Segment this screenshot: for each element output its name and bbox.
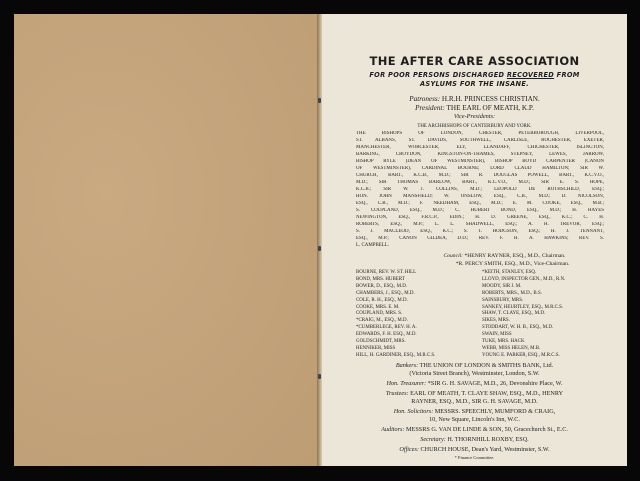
council-member: WEBB, MISS HELEN, M.B. [482,345,541,351]
solicitors-value: MESSRS. SPEECHLY, MUMFORD & CRAIG, [434,408,556,415]
vice-presidents-line: NEWINGTON, ESQ., F.R.C.P., EDIN.; H. D. GREENE, ESQ., K.C.; C. H. [356,215,604,220]
document-subtitle [322,71,627,79]
vice-presidents-line: ESQ., C.B., M.D.; F. NEEDHAM, ESQ., M.D.; E. M. COOKE, ESQ., M.B.; [356,201,604,206]
trustees-line2: RAYNER, ESQ., M.D., SIR G. H. SAVAGE, M.D. [411,398,538,405]
title-page [322,14,627,466]
council-member: HENNIKER, MISS [356,345,396,351]
document-title: THE AFTER CARE ASSOCIATION [369,54,580,68]
council-vice-chairman: *R. PERCY SMITH, ESQ., M.D., Vice-Chairman. [455,261,570,267]
vice-presidents-line: S. J. MACLEOD, ESQ., K.C.; S. T. HODGSON, ESQ.; H. J. TENNANT, [356,229,604,234]
page-content [322,14,627,466]
council-list-right [482,270,565,360]
council-chairman-line [352,253,640,259]
council-member: STODDART, W. H. B., ESQ., M.D. [482,325,554,331]
council-member: MOODY, SIR J. M. [482,283,522,289]
vice-presidents-line: L. CAMPBELL. [356,243,390,248]
patroness-label: Patroness: [409,95,441,103]
council-member: COUPLAND, MRS. S. [356,311,403,317]
vice-presidents-line: K.C.B.; SIR W. J. COLLINS, M.D.; LEOPOLD DE ROTHSCHILD, ESQ.; [356,187,604,192]
council-chairman: *HENRY RAYNER, ESQ., M.D., Chairman. [464,253,566,259]
bankers-address: (Victoria Street Branch), Westminster, London, S.W. [409,370,540,377]
bankers-label: Bankers: [395,362,419,369]
vice-presidents-line: THE BISHOPS OF LONDON, CHESTER, PETERBOROUGH, LIVERPOOL, [356,131,604,136]
staple [318,374,321,379]
trustees-line [322,390,627,397]
vice-presidents-line: CHURCH, BART., K.C.B., M.D.; SIR R. DOUGLAS POWELL, BART., K.C.V.O., [356,173,604,178]
auditors-label: Auditors: [381,426,405,433]
back-cover-page [14,14,319,466]
president-value: THE EARL OF MEATH, K.P. [446,104,534,112]
council-member: *CRAIG, M., ESQ., M.D. [356,318,408,324]
vice-presidents-label: Vice-Presidents: [453,113,496,120]
council-member: GOLDSCHMIDT, MRS. [356,339,406,345]
footnote: * Finance Committee. [454,455,495,460]
secretary-label: Secretary: [420,436,446,443]
council-member: SHAW, T. CLAYE, ESQ., M.D. [482,311,546,317]
subtitle-text: FOR POOR PERSONS DISCHARGED [369,71,507,79]
bankers-line [322,362,627,369]
treasurer-label: Hon. Treasurer: [386,380,427,387]
secretary-value: H. THORNHILL ROXBY, ESQ. [447,436,529,443]
staple [318,246,321,251]
offices-line [322,446,627,453]
staple [318,98,321,103]
vice-presidents-line: S. COUPLAND, ESQ., M.D.; C. HUBERT BOND, ESQ., M.D.; H. HAYES [356,208,604,213]
vice-presidents-line: BARKING, CROYDON, KINGSTON-ON-THAMES, STEPNEY, LEWES, JARROW, [356,152,604,157]
council-member: BOURNE, REV. W. ST. HILL [356,270,417,275]
patroness-line [322,95,627,103]
council-member: SIKES, MRS. [482,318,510,324]
offices-label: Offices: [399,446,419,453]
subtitle-text: FROM [554,71,580,79]
vice-presidents-line: MANCHESTER, WORCESTER, ELY, LLANDAFF, CHICHESTER, ISLINGTON, [356,145,604,150]
auditors-line [322,426,627,433]
vice-presidents-line: ESQ., M.P.; CANON GILDEA, D.D.; REV. F. H. A. HAWKINS; REV. S. [356,236,604,241]
council-member: CHAMBERS, J., ESQ., M.D. [356,290,415,296]
vice-presidents-line: BISHOP RYLE (DEAN OF WESTMINSTER), BISHOP BOYD CARPENTER (CANON [356,159,604,164]
council-member: TUKE, MRS. HACK [482,339,525,345]
council-member: SANKEY, HEURTLEY, ESQ., M.R.C.S. [482,304,564,310]
president-line [322,104,627,112]
trustees-value: EARL OF MEATH, T. CLAYE SHAW, ESQ., M.D., HENRY [410,390,564,397]
council-member: SWAIN, MISS [482,332,512,338]
council-member: EDWARDS, F. H. ESQ., M.D. [356,332,417,338]
council-member: HILL, H. GARDINER, ESQ., M.R.C.S. [356,352,436,358]
council-label: Council: [443,253,464,259]
council-member: LLOYD, INSPECTOR GEN., M.D., R.N. [482,276,566,282]
vice-presidents-line: THE ARCHBISHOPS OF CANTERBURY AND YORK. [417,124,532,129]
subtitle-underlined: RECOVERED [506,71,555,79]
vice-presidents-line: M.D.; SIR THOMAS BARLOW, BART., K.C.V.O., M.D.; SIR E. S. HOPE, [356,180,604,185]
vice-presidents-line: OF WESTMINSTER), CARDINAL BOURNE; LORD CLAUD HAMILTON; SIR W. [356,166,604,171]
council-member: COLE, R. H., ESQ., M.D. [356,297,408,303]
treasurer-line [322,380,627,387]
president-label: President: [415,104,445,112]
council-member: ROBERTS, MRS., M.D., B.S. [482,290,542,296]
council-member: YOUNG E. PARKER, ESQ., M.R.C.S. [482,352,560,358]
council-list-left [356,270,435,360]
offices-value: CHURCH HOUSE, Dean's Yard, Westminster, S.W. [420,446,550,453]
solicitors-line [322,408,627,415]
bankers-value: THE UNION OF LONDON & SMITHS BANK, Ltd. [419,362,554,369]
council-member: COOKE, MRS. E. M. [356,304,400,310]
secretary-line [322,436,627,443]
auditors-value: MESSRS G. VAN DE LINDE & SON, 50, Gracechurch St., E.C. [406,426,568,433]
vice-presidents-line: HON. JOHN MANSFIELD; W. ONSLOW, ESQ., C.B., M.D.; D. NICOLSON, [356,194,604,199]
vice-presidents-line: ST. ALBANS, ST. DAVIDS, SOUTHWELL, CARLISLE, ROCHESTER, EXETER, [356,138,604,143]
treasurer-value: *SIR G. H. SAVAGE, M.D., 26, Devonshire Place, W. [427,380,563,387]
council-member: SAINSBURY, MRS. [482,297,524,303]
council-member: *CUMBERLEGE, REV. H. A. [356,325,417,331]
vice-presidents-line: ROBERTS, ESQ., M.P.; L. L. SHADWELL, ESQ.; A. H. TREVOR, ESQ.; [356,222,604,227]
solicitors-label: Hon. Solicitors: [393,408,434,415]
document-subtitle-line2: ASYLUMS FOR THE INSANE. [420,80,529,88]
council-member: BOWER, D., ESQ., M.D. [356,283,408,289]
council-member: BOND, MRS. HUBERT [356,276,405,282]
solicitors-address: 10, New Square, Lincoln's Inn, W.C. [429,416,520,423]
council-member: *KEITH, STANLEY, ESQ. [482,270,537,275]
trustees-label: Trustees: [385,390,409,397]
patroness-value: H.R.H. PRINCESS CHRISTIAN. [441,95,540,103]
